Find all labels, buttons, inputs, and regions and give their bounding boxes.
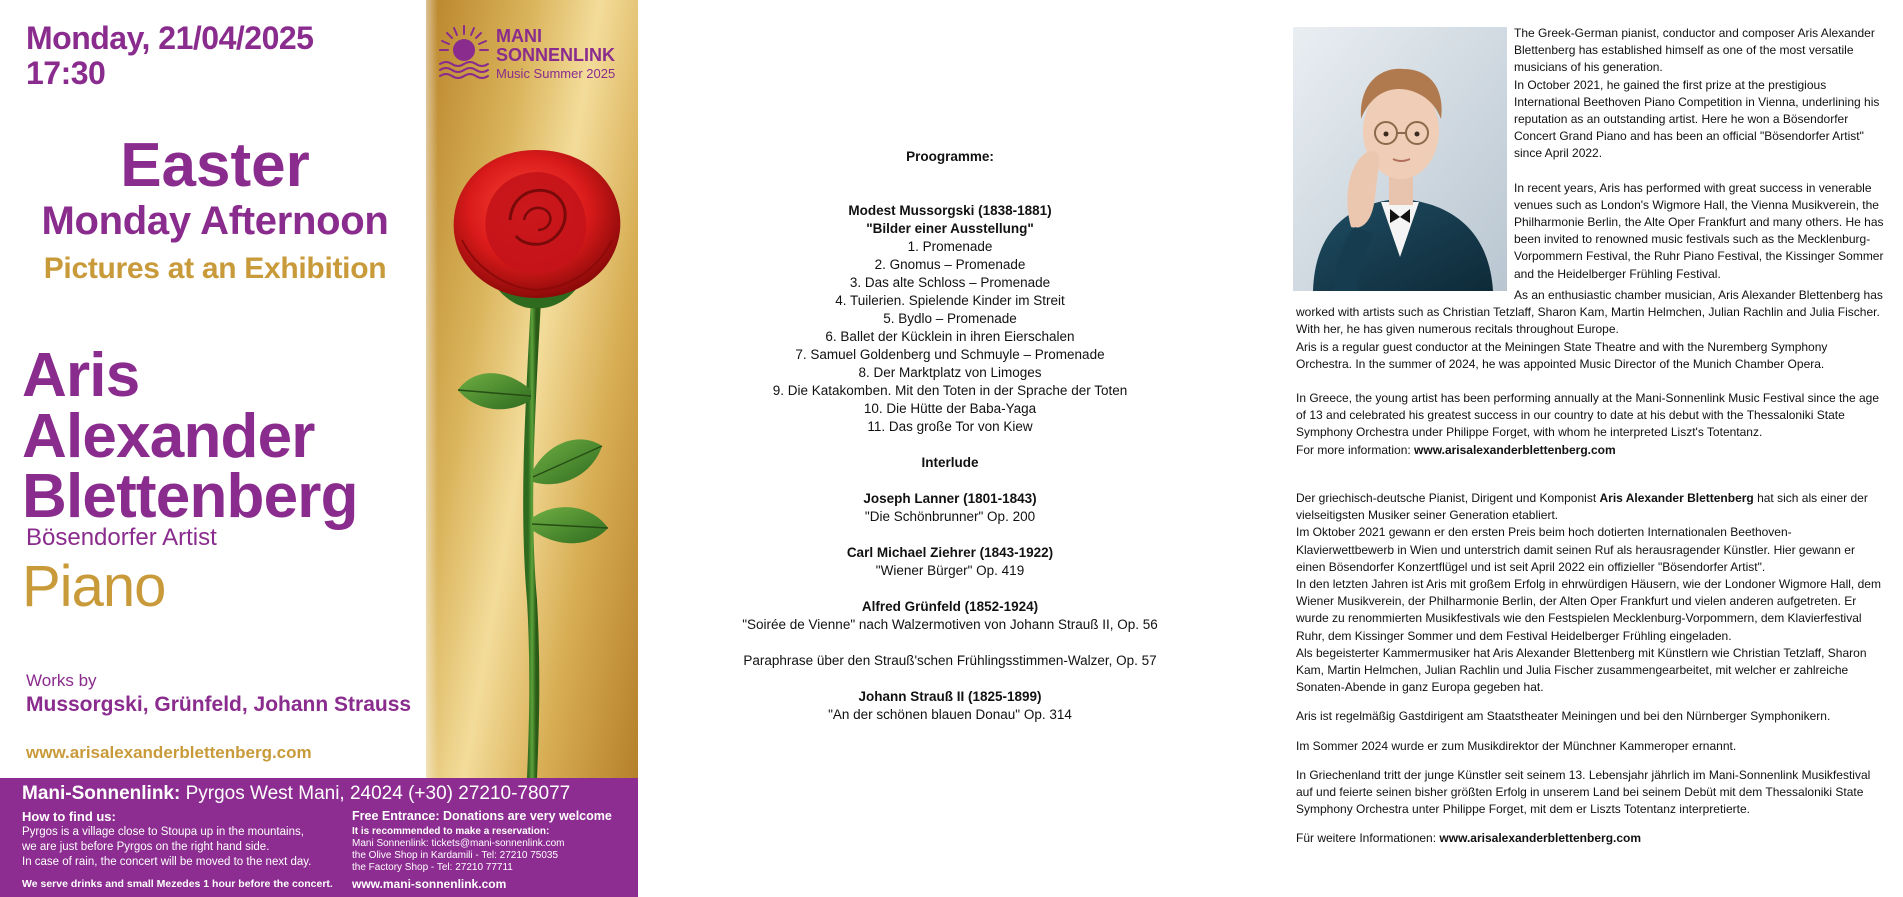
artist-portrait	[1293, 27, 1507, 291]
reservation-line: Mani Sonnenlink: tickets@mani-sonnenlink.com	[352, 838, 565, 849]
movement-item: 3. Das alte Schloss – Promenade	[849, 275, 1051, 290]
bio-paragraph: The Greek-German pianist, conductor and composer Aris Alexander Blettenberg has established himself as one of the most versatile musicians of his generation.	[1514, 26, 1875, 75]
movement-item: 8. Der Marktplatz von Limoges	[858, 365, 1042, 380]
movement-item: 9. Die Katakomben. Mit den Toten in der Sprache der Toten	[772, 383, 1128, 398]
bio-more-info	[1296, 830, 1886, 847]
artist-website-link[interactable]: www.arisalexanderblettenberg.com	[26, 743, 312, 762]
bio-paragraph: In October 2021, he gained the first prize at the prestigious International Beethoven Piano Competition in Vienna, underlining his reputation as an outstanding artist. Here he won a Bösendorfer Concert Grand Piano and has been an official "Bösendorfer Artist" since April 2022.	[1514, 77, 1880, 161]
reservation-line: the Factory Shop - Tel: 27210 77711	[352, 862, 513, 873]
instrument-label: Piano	[22, 554, 166, 619]
bio-paragraph: In den letzten Jahren ist Aris mit großem Erfolg in ehrwürdigen Häusern, wie der Londoner Wigmore Hall, dem Wiener Musikverein, der Philharmonie Berlin, der Alten Oper Frankfurt und vielen anderen aufgetreten. Er wurde zu renommierten Musikfestivals wie den Festspielen Mecklenburg-Vorpommern, dem Klavierfestival Ruhr, dem Kissinger Sommer und dem Festival Heidelberger Frühling eingeladen.	[1296, 577, 1881, 643]
bio-paragraph: In Greece, the young artist has been performing annually at the Mani-Sonnenlink Music Festival since the age of 13 and celebrated his greatest success in our country to date at his debut with the Thessaloniki State Symphony Orchestra under Philippe Forget, with whom he interpreted Liszt's Totentanz.	[1296, 391, 1879, 440]
programme-heading: Proogramme:	[906, 149, 994, 164]
festival-website-link[interactable]: www.mani-sonnenlink.com	[352, 877, 507, 891]
movement-item: 2. Gnomus – Promenade	[874, 257, 1026, 272]
composer-heading: Modest Mussorgski (1838-1881)	[848, 203, 1052, 218]
artist-website-link[interactable]: www.arisalexanderblettenberg.com	[1414, 442, 1616, 457]
work-title: "Wiener Bürger" Op. 419	[875, 563, 1025, 578]
movement-item: 4. Tuilerien. Spielende Kinder im Streit	[835, 293, 1065, 308]
bio-paragraph: Im Sommer 2024 wurde er zum Musikdirektor der Münchner Kammeroper ernannt.	[1296, 738, 1737, 753]
work-title: "Soirée de Vienne" nach Walzermotiven von Johann Strauß II, Op. 56	[742, 617, 1158, 632]
howto-line: Pyrgos is a village close to Stoupa up in the mountains,	[22, 826, 304, 838]
artist-subtitle: Bösendorfer Artist	[26, 524, 217, 551]
festival-name: SONNENLINK	[496, 45, 616, 65]
entry-title: Free Entrance: Donations are very welcome	[352, 809, 612, 823]
venue-name: Mani-Sonnenlink:	[22, 783, 181, 804]
howto-line: we are just before Pyrgos on the right hand side.	[22, 841, 270, 853]
venue-address: Pyrgos West Mani, 24024 (+30) 27210-78077	[185, 783, 571, 804]
red-rose-illustration	[432, 150, 638, 778]
artist-name: Alexander	[22, 402, 315, 471]
interlude-heading: Interlude	[921, 455, 979, 470]
work-title: Paraphrase über den Strauß'schen Frühlingsstimmen-Walzer, Op. 57	[743, 653, 1157, 668]
work-title: "Bilder einer Ausstellung"	[866, 221, 1034, 236]
howto-title: How to find us:	[22, 809, 116, 824]
movement-item: 10. Die Hütte der Baba-Yaga	[863, 401, 1037, 416]
festival-logo	[436, 22, 636, 84]
event-time: 17:30	[26, 55, 106, 91]
title-pictures-exhibition: Pictures at an Exhibition	[43, 252, 387, 285]
concert-poster	[0, 0, 638, 897]
bio-text: Der griechisch-deutsche Pianist, Dirigent und Komponist	[1296, 491, 1600, 505]
bio-paragraph	[1296, 287, 1886, 339]
movement-item: 5. Bydlo – Promenade	[883, 311, 1017, 326]
composer-heading: Alfred Grünfeld (1852-1924)	[861, 599, 1039, 614]
festival-subtitle: Music Summer 2025	[496, 66, 616, 81]
bio-paragraph: Aris is a regular guest conductor at the Meiningen State Theatre and with the Nuremberg Symphony Orchestra. In the summer of 2024, he was appointed Music Director of the Munich Chamber Opera.	[1296, 339, 1828, 371]
bio-paragraph: In Griechenland tritt der junge Künstler seit seinem 13. Lebensjahr jährlich im Mani-Sonnenlink Musikfestival auf und feierte seinen bisher größten Erfolg in unserem Land bei seinem Debüt mit dem Thessaloniki State Symphony Orchestra unter Philippe Forget, mit dem er Liszts Totentanz interpretierte.	[1296, 767, 1871, 817]
more-info-label: Für weitere Informationen:	[1296, 831, 1440, 846]
bio-german	[1296, 490, 1886, 848]
bio-text: hat sich als einer der vielseitigsten Musiker seiner Generation etabliert.	[1296, 491, 1868, 523]
title-easter: Easter	[120, 131, 310, 200]
howto-line: In case of rain, the concert will be moved to the next day.	[22, 856, 312, 868]
festival-name: MANI	[496, 26, 542, 46]
bio-more-info	[1296, 442, 1886, 459]
artist-name-bold: Aris Alexander Blettenberg	[1599, 491, 1754, 505]
programme-panel	[700, 148, 1200, 724]
more-info-label: For more information:	[1296, 442, 1415, 457]
artist-name: Aris	[22, 341, 140, 410]
movement-item: 7. Samuel Goldenberg und Schmuyle – Promenade	[795, 347, 1105, 362]
bio-paragraph: In recent years, Aris has performed with great success in venerable venues such as London's Wigmore Hall, the Vienna Musikverein, the Philharmonie Berlin, the Alte Oper Frankfurt and many others. He has been invited to renowned music festivals such as the Mecklenburg-Vorpommern Festival, the Ruhr Piano Festival, the Kissinger Sommer and the Heidelberger Frühling Festival.	[1514, 180, 1884, 281]
movement-item: 11. Das große Tor von Kiew	[867, 419, 1033, 434]
sun-over-sea-icon	[436, 22, 492, 82]
composer-heading: Carl Michael Ziehrer (1843-1922)	[846, 545, 1054, 560]
artist-portrait-photo	[1293, 27, 1507, 291]
composer-heading: Johann Strauß II (1825-1899)	[858, 689, 1042, 704]
reservation-line: the Olive Shop in Kardamili - Tel: 27210 75035	[352, 850, 559, 861]
composer-heading: Joseph Lanner (1801-1843)	[863, 491, 1037, 506]
bio-paragraph: Aris ist regelmäßig Gastdirigent am Staatstheater Meiningen und bei den Nürnberger Symphonikern.	[1296, 709, 1831, 724]
serve-note: We serve drinks and small Mezedes 1 hour before the concert.	[22, 878, 333, 890]
venue-info	[22, 783, 570, 805]
poster-footer	[0, 778, 638, 897]
artist-name: Blettenberg	[22, 462, 358, 531]
bio-english-intro	[1514, 25, 1884, 283]
bio-paragraph: Im Oktober 2021 gewann er den ersten Preis beim hoch dotierten Internationalen Beethoven-Klavierwettbewerb in Wien und unterstrich damit seinen Ruf als herausragender Künstler. Hier gewann er einen Bösendorfer Konzertflügel und ist seit April 2022 ein offizieller "Bösendorfer Artist".	[1296, 525, 1855, 574]
bio-paragraph	[1296, 490, 1886, 524]
bio-paragraph: Als begeisterter Kammermusiker hat Aris Alexander Blettenberg mit Künstlern wie Christian Tetzlaff, Sharon Kam, Martin Helmchen, Julian Rachlin und Julia Fischer zusammengearbeitet, mit welcher er zahlreiche Sonaten-Abende in ganz Europa gegeben hat.	[1296, 645, 1867, 695]
artist-website-link[interactable]: www.arisalexanderblettenberg.com	[1439, 831, 1642, 846]
movement-item: 6. Ballet der Kücklein in ihren Eierschalen	[825, 329, 1075, 344]
work-title: "An der schönen blauen Donau" Op. 314	[828, 707, 1072, 722]
works-label: Works by	[26, 671, 97, 690]
movement-item: 1. Promenade	[907, 239, 993, 254]
event-date: Monday, 21/04/2025	[26, 20, 314, 56]
bio-english-continued	[1296, 287, 1886, 459]
bio-paragraph-text: As an enthusiastic chamber musician, Aris Alexander Blettenberg has worked with artists such as Christian Tetzlaff, Sharon Kam, Martin Helmchen, Julian Rachlin and Julia Fischer. With her, he has given numerous recitals throughout Europe.	[1296, 288, 1883, 337]
title-monday-afternoon: Monday Afternoon	[41, 199, 389, 243]
work-title: "Die Schönbrunner" Op. 200	[864, 509, 1036, 524]
reservation-title: It is recommended to make a reservation:	[352, 826, 550, 837]
works-composers: Mussorgski, Grünfeld, Johann Strauss	[26, 693, 412, 716]
